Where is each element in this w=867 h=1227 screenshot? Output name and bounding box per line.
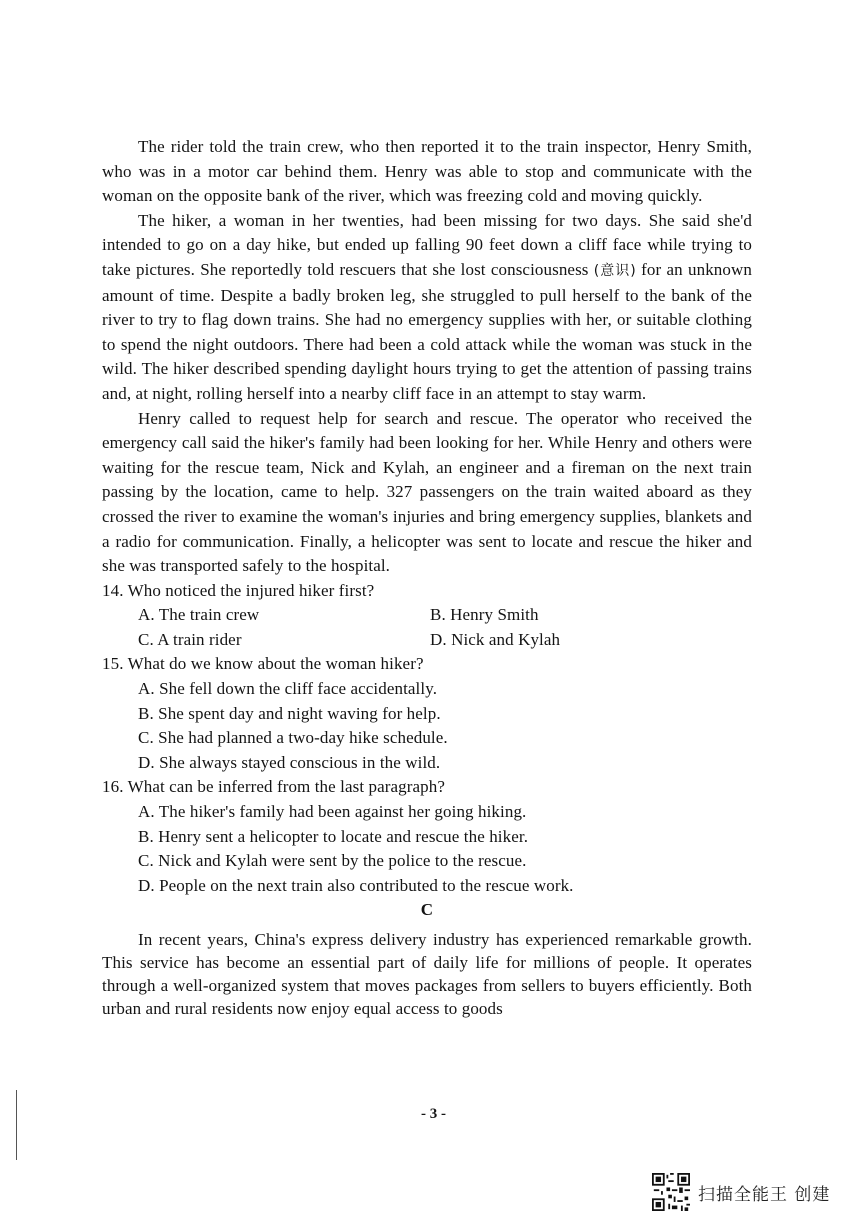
question-15-options <box>102 677 752 775</box>
option-d: D. People on the next train also contributed to the rescue work. <box>138 875 574 895</box>
option-d: D. She always stayed conscious in the wild. <box>138 752 441 772</box>
question-14-options <box>102 603 752 652</box>
question-stem: 14. Who noticed the injured hiker first? <box>102 580 375 600</box>
section-c-paragraph: In recent years, China's express delivery industry has experienced remarkable growth. This service has become an essential part of daily life for millions of people. It operates through a well-organized system that moves packages from sellers to buyers efficiently. Both urban and rural residents now enjoy equal access to goods <box>102 930 752 1019</box>
section-c-passage <box>102 928 752 1020</box>
option-b: B. She spent day and night waving for help. <box>138 703 441 723</box>
chinese-gloss: (意识) <box>593 262 636 279</box>
option-d: D. Nick and Kylah <box>430 629 561 649</box>
passage-paragraph-3: Henry called to request help for search and rescue. The operator who received the emergency call said the hiker's family had been looking for her. While Henry and others were waiting for the rescue team, Nick and Kylah, an engineer and a fireman on the next train passing by the location, came to help. 327 passengers on the train waited aboard as they crossed the river to examine the woman's injuries and bring emergency supplies, blankets and a radio for communication. Finally, a helicopter was sent to locate and rescue the hiker and she was transported safely to the hospital. <box>102 408 752 576</box>
passage-paragraph-2 <box>102 209 752 407</box>
option-c: C. She had planned a two-day hike schedule. <box>138 728 448 748</box>
option-c: C. A train rider <box>138 629 242 649</box>
question-16-options <box>102 800 752 898</box>
paragraph-2-text-before: The hiker, a woman in her twenties, had been missing for two days. She said she'd intended to go on a day hike, but ended up falling 90 feet down a cliff face while trying to take pictures. She reportedly told rescuers that she lost consciousness <box>102 210 752 279</box>
page-content <box>102 135 752 1020</box>
question-15 <box>102 652 752 775</box>
watermark-text: 扫描全能王 创建 <box>698 1184 831 1205</box>
question-stem: 15. What do we know about the woman hiker? <box>102 654 424 674</box>
question-16 <box>102 775 752 898</box>
option-b: B. Henry sent a helicopter to locate and rescue the hiker. <box>138 826 529 846</box>
scanner-watermark <box>652 1172 830 1212</box>
option-b: B. Henry Smith <box>430 605 539 625</box>
qr-code-icon <box>652 1173 690 1211</box>
option-c: C. Nick and Kylah were sent by the police to the rescue. <box>138 851 527 871</box>
option-a: A. The hiker's family had been against her going hiking. <box>138 802 527 822</box>
passage-paragraph-1: The rider told the train crew, who then reported it to the train inspector, Henry Smith, who was in a motor car behind them. Henry was able to stop and communicate with the woman on the opposite bank of the river, which was freezing cold and moving quickly. <box>102 137 752 206</box>
question-stem: 16. What can be inferred from the last paragraph? <box>102 777 446 797</box>
margin-line <box>16 1090 17 1160</box>
section-heading-c: C <box>420 900 434 920</box>
page-number: - 3 - <box>421 1106 446 1122</box>
paragraph-2-text-after: for an unknown amount of time. Despite a badly broken leg, she struggled to pull herself to the bank of the river to try to flag down trains. She had no emergency supplies with her, or suitable clothing to spend the night outdoors. There had been a cold attack while the woman was stuck in the wild. The hiker described spending daylight hours trying to get the attention of passing trains and, at night, rolling herself into a nearby cliff face in an attempt to stay warm. <box>102 259 752 403</box>
option-a: A. The train crew <box>138 605 260 625</box>
option-a: A. She fell down the cliff face accidentally. <box>138 679 438 699</box>
question-14 <box>102 579 752 653</box>
